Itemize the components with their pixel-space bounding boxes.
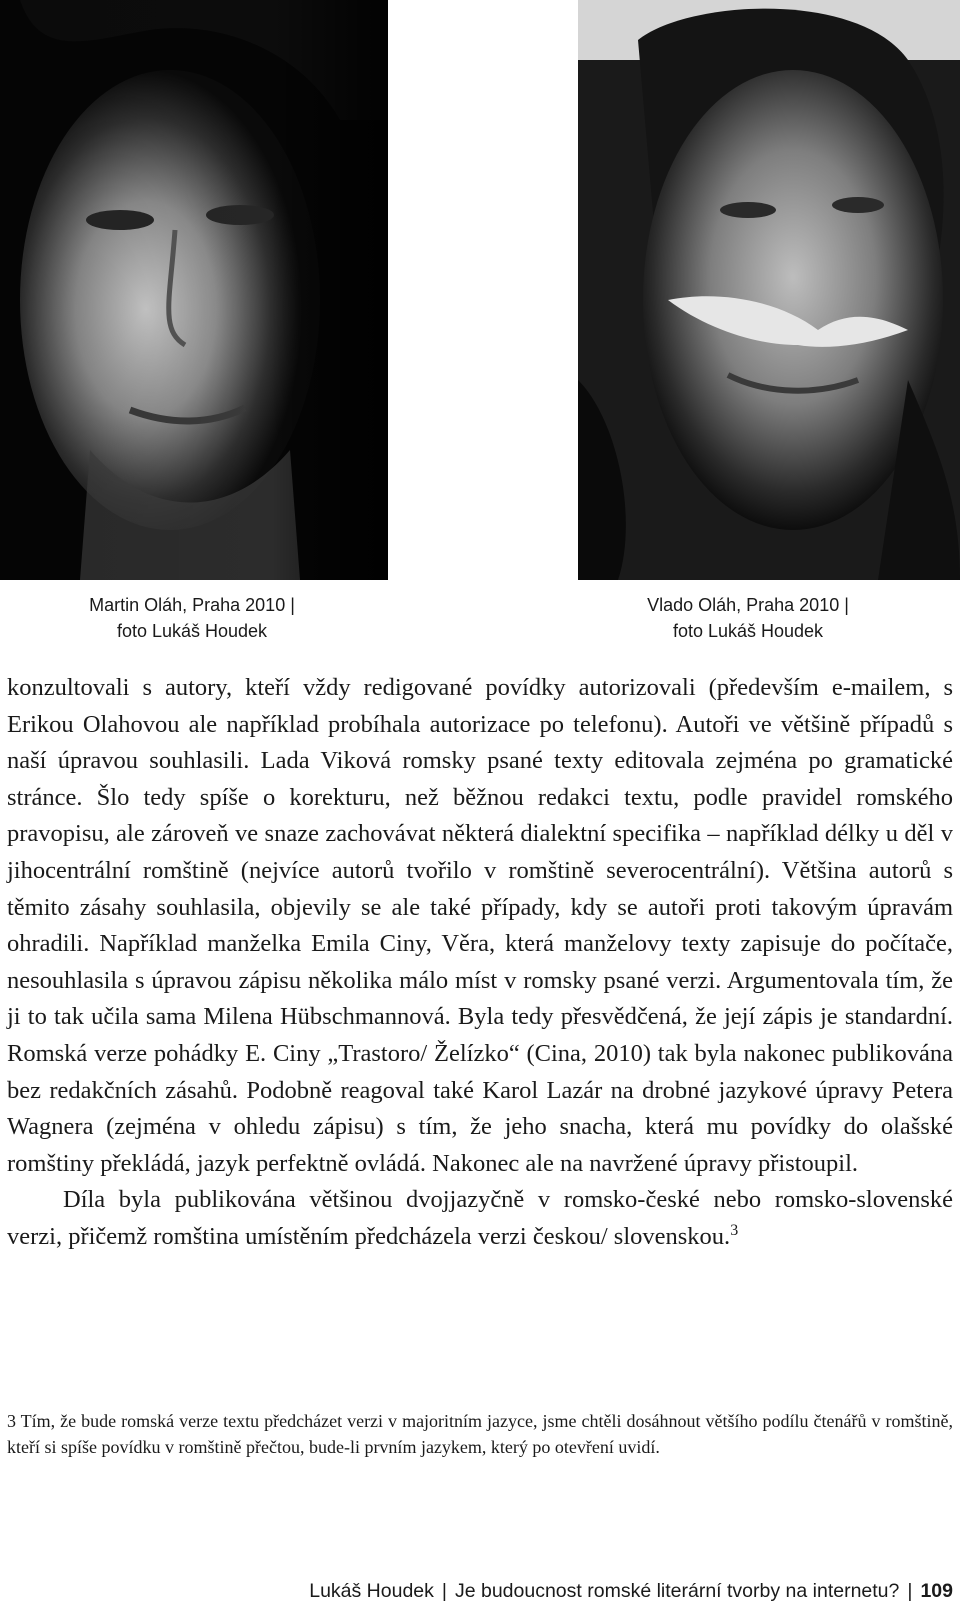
body-paragraph-2 xyxy=(7,1182,953,1255)
body-paragraph-2-text: Díla byla publikována většinou dvojjazyčně v romsko-české nebo romsko-slovenské verzi, přičemž romština umístěním předcházela verzi českou/ slovenskou. xyxy=(7,1186,953,1250)
portrait-photo-right xyxy=(578,0,960,580)
footer-separator-1: | xyxy=(441,1580,447,1602)
body-text xyxy=(7,670,953,1256)
footnote-reference[interactable]: 3 xyxy=(730,1221,739,1239)
running-footer xyxy=(309,1576,953,1606)
footer-author: Lukáš Houdek xyxy=(309,1580,434,1602)
page-number: 109 xyxy=(920,1580,953,1602)
caption-right-line1: Vlado Oláh, Praha 2010 | xyxy=(647,595,849,615)
caption-right-line2: foto Lukáš Houdek xyxy=(672,621,824,641)
caption-left-line1: Martin Oláh, Praha 2010 | xyxy=(89,595,295,615)
photo-caption-right xyxy=(598,592,898,644)
footnote: 3 Tím, že bude romská verze textu předcházet verzi v majoritním jazyce, jsme chtěli dosáhnout většího podílu čtenářů v romštině, kteří si spíše povídku v romštině přečtou, bude-li prvním jazykem, který po otevření uvidí. xyxy=(7,1411,953,1457)
portrait-photo-left xyxy=(0,0,388,580)
body-paragraph-1: konzultovali s autory, kteří vždy redigované povídky autorizovali (především e-mailem, s Erikou Olahovou ale například probíhala autorizace po telefonu). Autoři ve většině případů s naší úpravou souhlasili. Lada Viková romsky psané texty editovala zejména po gramatické stránce. Šlo tedy spíše o korekturu, než běžnou redakci textu, podle pravidel romského pravopisu, ale zároveň ve snaze zachovávat některá dialektní specifika – například délky u děl v jihocentrální romštině (nejvíce autorů tvořilo v romštině severocentrální). Většina autorů s těmito zásahy souhlasila, objevily se ale také případy, kdy se autoři proti takovým úpravám ohradili. Například manželka Emila Ciny, Věra, která manželovy texty zapisuje do počítače, nesouhlasila s úpravou zápisu několika málo míst v romsky psané verzi. Argumentovala tím, že ji to tak učila sama Milena Hübschmannová. Byla tedy přesvědčená, že její zápis je standardní. Romská verze pohádky E. Ciny „Trastoro/ Želízko“ (Cina, 2010) tak byla nakonec publikována bez redakčních zásahů. Podobně reagoval také Karol Lazár na drobné jazykové úpravy Petera Wagnera (zejména v ohledu zápisu) s tím, že jeho snacha, která mu povídky do olašské romštiny překládá, jazyk perfektně ovládá. Nakonec ale na navržené úpravy přistoupil. xyxy=(7,674,953,1177)
photo-caption-left xyxy=(42,592,342,644)
footer-title: Je budoucnost romské literární tvorby na internetu? xyxy=(454,1580,900,1602)
footer-separator-2: | xyxy=(907,1580,913,1602)
portrait-image-right xyxy=(578,0,960,580)
portrait-image-left xyxy=(0,0,388,580)
caption-left-line2: foto Lukáš Houdek xyxy=(116,621,268,641)
